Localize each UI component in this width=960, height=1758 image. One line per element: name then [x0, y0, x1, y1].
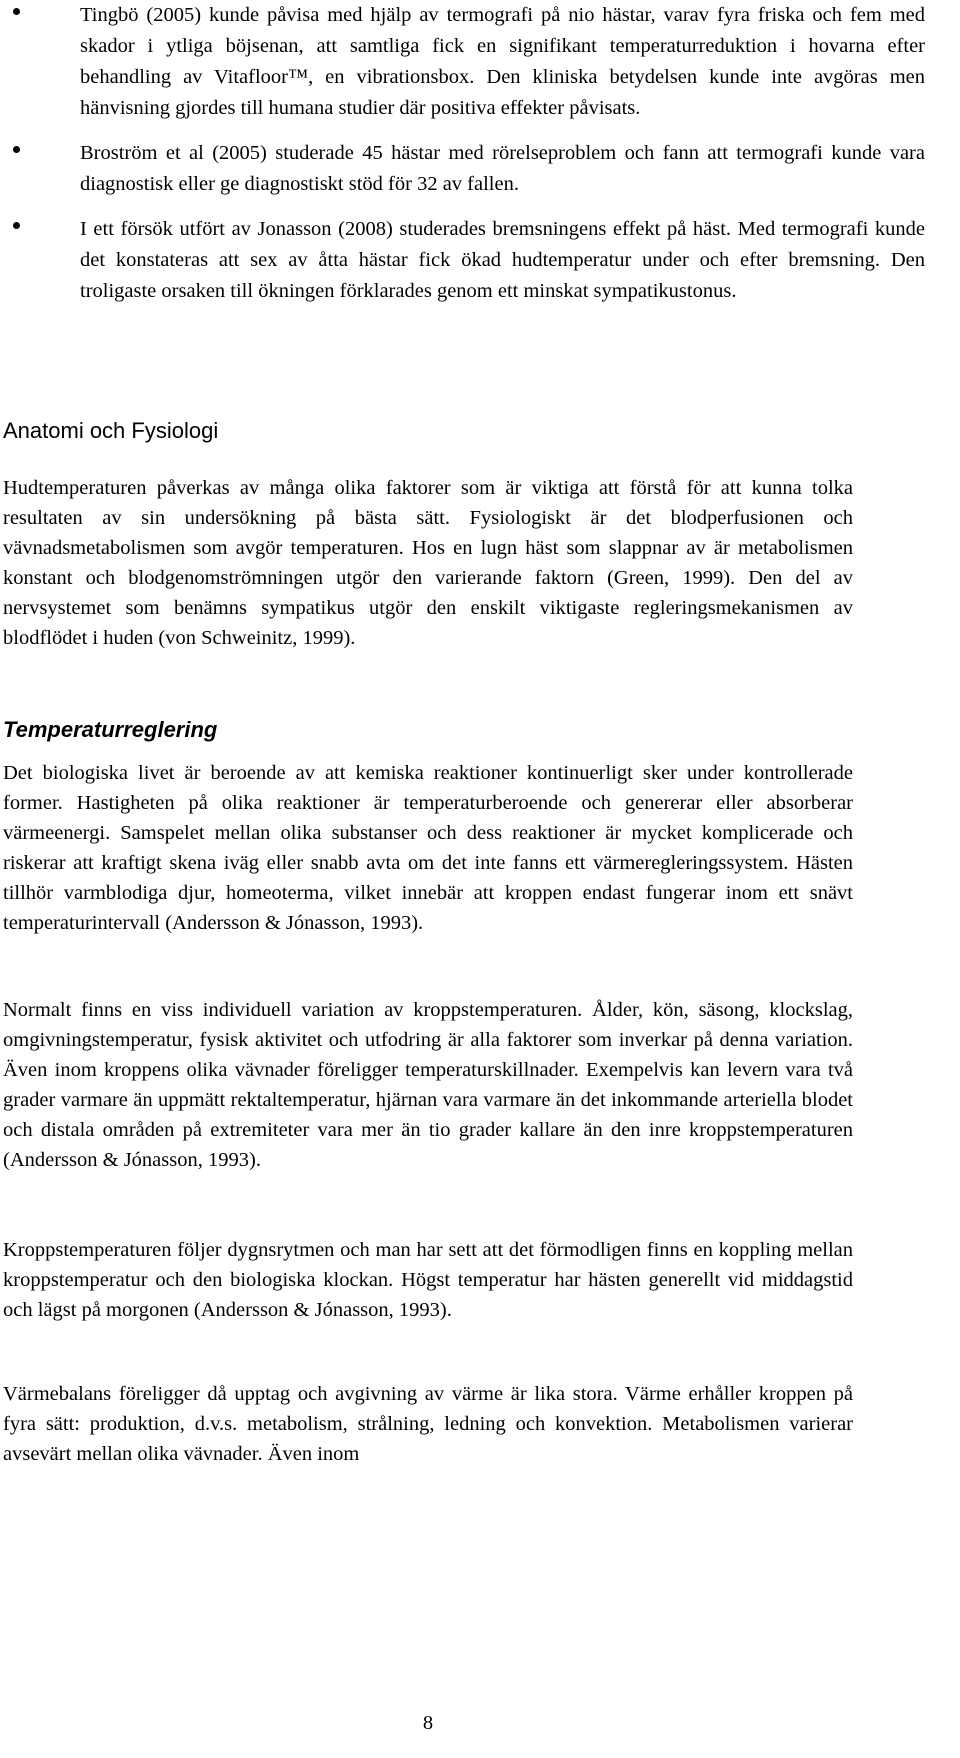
bullet-dot-icon — [13, 8, 20, 15]
body-paragraph-3: Kroppstemperaturen följer dygnsrytmen och man har sett att det förmodligen finns en koppling mellan kroppstemperatur och den biologiska klockan. Högst temperatur har hästen generellt vid middagstid och lägst på morgonen (Andersson & Jónasson, 1993). — [3, 1239, 853, 1321]
section-paragraph: Hudtemperaturen påverkas av många olika faktorer som är viktiga att förstå för att kunna tolka resultaten av sin undersökning på bästa sätt. Fysiologiskt är det blodperfusionen och vävnadsmetabolismen som avgör temperaturen. Hos en lugn häst som slappnar av är metabolismen konstant och blodgenomströmningen utgör den varierande faktorn (Green, 1999). Den del av nervsystemet som benämns sympatikus utgör den enskilt viktigaste regleringsmekanismen av blodflödet i huden (von Schweinitz, 1999). — [3, 477, 853, 649]
page-number: 8 — [422, 1712, 434, 1734]
body-paragraph-1: Det biologiska livet är beroende av att kemiska reaktioner kontinuerligt sker under kontrollerade former. Hastigheten på olika reaktioner är temperaturberoende och genererar eller absorberar värmeenergi. Samspelet mellan olika substanser och dess reaktioner är mycket komplicerade och riskerar att kraftigt skena iväg eller snabb avta om det inte fanns ett värmeregleringssystem. Hästen tillhör varmblodiga djur, homeoterma, vilket innebär att kroppen endast fungerar inom ett snävt temperaturintervall (Andersson & Jónasson, 1993). — [3, 762, 853, 934]
bullet-dot-icon — [13, 146, 20, 153]
bullet-item-jonasson — [0, 214, 925, 307]
bullet-text: I ett försök utfört av Jonasson (2008) studerades bremsningens effekt på häst. Med termografi kunde det konstateras att sex av åtta hästar fick ökad hudtemperatur under och efter bremsning. Den troligaste orsaken till ökningen förklarades genom ett minskat sympatikustonus. — [80, 218, 925, 302]
subsection-heading: Temperaturreglering — [3, 717, 218, 742]
bullet-item-tingbo — [0, 0, 925, 124]
bullet-text: Broström et al (2005) studerade 45 hästar med rörelseproblem och fann att termografi kunde vara diagnostisk eller ge diagnostiskt stöd för 32 av fallen. — [80, 142, 925, 195]
bullet-item-brostrom — [0, 138, 925, 200]
bullet-text: Tingbö (2005) kunde påvisa med hjälp av termografi på nio hästar, varav fyra friska och fem med skador i ytliga böjsenan, att samtliga fick en signifikant temperaturreduktion i hovarna efter behandling av Vitafloor™, en vibrationsbox. Den kliniska betydelsen kunde inte avgöras men hänvisning gjordes till humana studier där positiva effekter påvisats. — [80, 4, 925, 119]
bullet-dot-icon — [13, 222, 20, 229]
body-paragraph-4: Värmebalans föreligger då upptag och avgivning av värme är lika stora. Värme erhåller kroppen på fyra sätt: produktion, d.v.s. metabolism, strålning, ledning och konvektion. Metabolismen varierar avsevärt mellan olika vävnader. Även inom — [3, 1383, 853, 1465]
study-bullet-list — [0, 0, 960, 321]
body-paragraph-2: Normalt finns en viss individuell variation av kroppstemperaturen. Ålder, kön, säsong, klockslag, omgivningstemperatur, fysisk aktivitet och utfodring är alla faktorer som inverkar på denna variation. Även inom kroppens olika vävnader föreligger temperaturskillnader. Exempelvis kan levern vara två grader varmare än uppmätt rektaltemperatur, hjärnan vara varmare än det inkommande arteriella blodet och distala områden på extremiteter vara mer än tio grader kallare än den inre kroppstemperaturen (Andersson & Jónasson, 1993). — [3, 999, 853, 1171]
section-heading: Anatomi och Fysiologi — [3, 418, 219, 443]
